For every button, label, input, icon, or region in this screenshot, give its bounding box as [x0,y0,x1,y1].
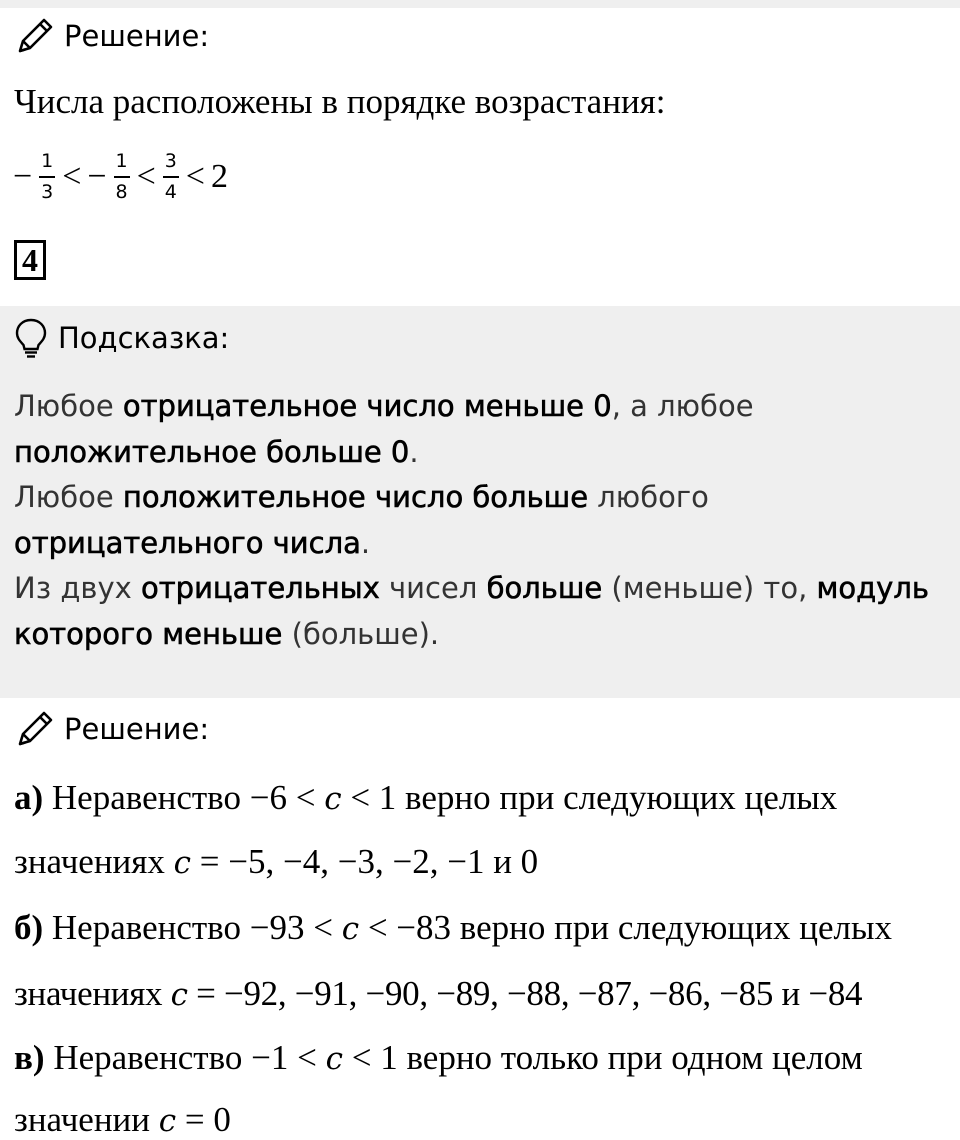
fraction-bar [163,176,179,178]
hint-line [14,521,954,567]
hint-line [14,475,954,521]
denominator: 4 [164,180,177,203]
minus-sign: − [87,158,107,195]
item-label: а) [14,778,44,817]
hint-header [14,314,229,362]
hint-segment: Любое [14,389,123,423]
text-segment: = −5, −4, −3, −2, −1 и 0 [191,842,539,881]
less-than-sign: < [62,158,82,195]
hint-bold-segment: больше [486,571,603,605]
lightbulb-icon [14,317,48,359]
integer-value: 2 [210,158,228,195]
minus-sign: − [13,158,33,195]
numerator: 1 [41,150,54,173]
hint-segment: чисел [379,571,487,605]
fraction-inequality [10,142,231,212]
solution-line-c [14,1038,863,1078]
fraction [39,150,55,204]
hint-header-label: Подсказка: [58,321,230,355]
solution-line-a [14,778,837,818]
pencil-icon [14,708,56,750]
text-segment: Неравенство −1 < [44,1038,326,1077]
hint-line [14,612,954,658]
variable: c [324,781,342,817]
hint-line [14,430,954,476]
hint-segment: (меньше) то, [602,571,817,605]
less-than-sign: < [185,158,205,195]
task-number: 4 [14,240,46,280]
solution-header-label: Решение: [64,19,210,53]
solution-text: Числа расположены в порядке возрастания: [14,82,666,121]
text-segment: Неравенство −93 < [43,908,342,947]
hint-segment: Из двух [14,571,142,605]
solution-header [14,14,209,58]
hint-bold-segment: положительное больше 0 [14,434,410,469]
variable: c [325,1041,343,1077]
text-segment: = 0 [176,1100,231,1139]
numerator: 3 [164,150,177,173]
top-strip [0,0,960,8]
solution-header-label: Решение: [64,712,210,746]
solution-line-a-values [14,842,538,882]
denominator: 8 [115,180,128,203]
hint-segment: , а любое [611,389,754,423]
hint-segment: . [360,525,371,560]
solution-line-c-values [14,1100,231,1140]
hint-text [14,384,954,657]
hint-bold-segment: отрицательное число меньше 0 [122,389,612,423]
hint-segment: . [409,434,419,469]
hint-block [0,306,960,698]
text-segment: < 1 верно только при одном целом [342,1038,863,1077]
text-segment: < −83 верно при следующих целых [359,908,893,947]
fraction [114,150,130,204]
text-segment: значениях [14,842,174,881]
pencil-icon [14,15,56,57]
hint-bold-segment: положительное число больше [122,480,589,514]
item-label: в) [14,1038,45,1077]
hint-bold-segment: отрицательного числа [14,525,361,560]
variable: c [158,1103,177,1139]
fraction-bar [39,176,55,178]
variable: c [170,977,188,1013]
numerator: 1 [115,150,128,173]
hint-segment: любого [588,480,709,514]
hint-line [14,384,954,430]
text-segment: < 1 верно при следующих целых [341,778,838,817]
solution-line-b [14,908,892,948]
variable: c [173,845,192,881]
text-segment: значениях [14,974,171,1013]
hint-segment: (больше). [282,616,440,651]
denominator: 3 [41,180,54,203]
fraction-bar [114,176,130,178]
fraction [163,150,179,204]
hint-bold-segment: отрицательных [141,571,380,605]
hint-bold-segment: модуль [816,571,929,605]
hint-segment: Любое [14,480,123,514]
hint-bold-segment: которого меньше [14,616,283,651]
item-label: б) [14,908,44,947]
text-segment: = −92, −91, −90, −89, −88, −87, −86, −85 и −84 [187,974,863,1013]
variable: c [341,911,360,947]
solution-line-b-values [14,974,862,1014]
text-segment: значении [14,1100,159,1139]
less-than-sign: < [136,158,156,195]
hint-line [14,566,954,612]
text-segment: Неравенство −6 < [43,778,325,817]
solution-header [14,707,209,751]
